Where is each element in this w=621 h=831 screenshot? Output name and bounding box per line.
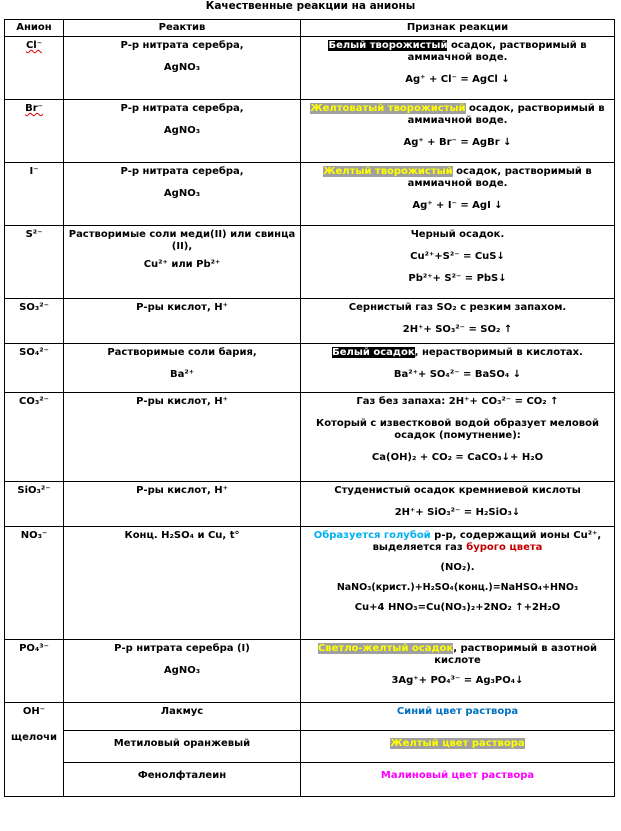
sign-cell: Образуется голубой р-р, содержащий ионы Cu²⁺, выделяется газ бурого цвета (NO₂). NaNO₃(крист.)+H₂SO₄(конц.)=NaHSO₄+HNO₃ Cu+4 HNO₃=Cu(NO₃)₂+2NO₂ ↑+2H₂O — [301, 527, 615, 640]
sign-cell: Белый творожистый осадок, растворимый в аммиачной воде. Ag⁺ + Cl⁻ = AgCl ↓ — [301, 37, 615, 100]
sign-cell: Белый осадок, нерастворимый в кислотах. Ba²⁺+ SO₄²⁻ = BaSO₄ ↓ — [301, 344, 615, 393]
table-row — [5, 763, 615, 797]
reagent-cell: Р-р нитрата серебра (I) AgNO₃ — [64, 640, 301, 703]
table-header-row — [5, 20, 615, 37]
table-row — [5, 527, 615, 640]
sign-cell: Синий цвет раствора — [301, 703, 615, 731]
anion-cell: SO₃²⁻ — [5, 299, 64, 344]
table-row — [5, 731, 615, 763]
table-row — [5, 299, 615, 344]
table-row — [5, 226, 615, 299]
sign-cell: Газ без запаха: 2H⁺+ CO₃²⁻ = CO₂ ↑ Который с известковой водой образует меловой осадок (помутнение): Ca(OH)₂ + CO₂ = CaCO₃↓+ H₂O — [301, 393, 615, 482]
reagent-cell: Р-ры кислот, H⁺ — [64, 482, 301, 527]
reagent-cell: Конц. H₂SO₄ и Cu, t° — [64, 527, 301, 640]
page-title: Качественные реакции на анионы — [205, 0, 416, 12]
header-reagent: Реактив — [64, 20, 301, 37]
table-row — [5, 640, 615, 703]
sign-cell: Светло-желтый осадок, растворимый в азотной кислоте 3Ag⁺+ PO₄³⁻ = Ag₃PO₄↓ — [301, 640, 615, 703]
anion-reactions-table — [4, 19, 615, 797]
anion-cell: SiO₃²⁻ — [5, 482, 64, 527]
reagent-cell: Растворимые соли меди(II) или свинца (II), Cu²⁺ или Pb²⁺ — [64, 226, 301, 299]
table-row — [5, 703, 615, 731]
table-row — [5, 37, 615, 100]
anion-cell: SO₄²⁻ — [5, 344, 64, 393]
sign-cell: Желтый цвет раствора — [301, 731, 615, 763]
sign-cell: Малиновый цвет раствора — [301, 763, 615, 797]
header-sign: Признак реакции — [301, 20, 615, 37]
anion-cell: S²⁻ — [5, 226, 64, 299]
anion-cell: CO₃²⁻ — [5, 393, 64, 482]
sign-cell: Студенистый осадок кремниевой кислоты 2H⁺+ SiO₃²⁻ = H₂SiO₃↓ — [301, 482, 615, 527]
sign-cell: Черный осадок. Cu²⁺+S²⁻ = CuS↓ Pb²⁺+ S²⁻ = PbS↓ — [301, 226, 615, 299]
sign-cell: Желтоватый творожистый осадок, растворимый в аммиачной воде. Ag⁺ + Br⁻ = AgBr ↓ — [301, 100, 615, 163]
anion-cell: PO₄³⁻ — [5, 640, 64, 703]
reagent-cell: Р-р нитрата серебра, AgNO₃ — [64, 37, 301, 100]
anion-cell: OH⁻ щелочи — [5, 703, 64, 797]
table-row — [5, 393, 615, 482]
sign-cell: Желтый творожистый осадок, растворимый в аммиачной воде. Ag⁺ + I⁻ = AgI ↓ — [301, 163, 615, 226]
reagent-cell: Фенолфталеин — [64, 763, 301, 797]
table-row — [5, 344, 615, 393]
table-row — [5, 163, 615, 226]
anion-cell: Cl⁻ — [5, 37, 64, 100]
table-row — [5, 100, 615, 163]
reagent-cell: Р-р нитрата серебра, AgNO₃ — [64, 163, 301, 226]
table-row — [5, 482, 615, 527]
anion-cell: I⁻ — [5, 163, 64, 226]
header-anion: Анион — [5, 20, 64, 37]
sign-cell: Сернистый газ SO₂ с резким запахом. 2H⁺+ SO₃²⁻ = SO₂ ↑ — [301, 299, 615, 344]
reagent-cell: Р-ры кислот, H⁺ — [64, 393, 301, 482]
anion-cell: Br⁻ — [5, 100, 64, 163]
reagent-cell: Р-ры кислот, H⁺ — [64, 299, 301, 344]
reagent-cell: Растворимые соли бария, Ba²⁺ — [64, 344, 301, 393]
reagent-cell: Метиловый оранжевый — [64, 731, 301, 763]
anion-cell: NO₃⁻ — [5, 527, 64, 640]
reagent-cell: Р-р нитрата серебра, AgNO₃ — [64, 100, 301, 163]
reagent-cell: Лакмус — [64, 703, 301, 731]
